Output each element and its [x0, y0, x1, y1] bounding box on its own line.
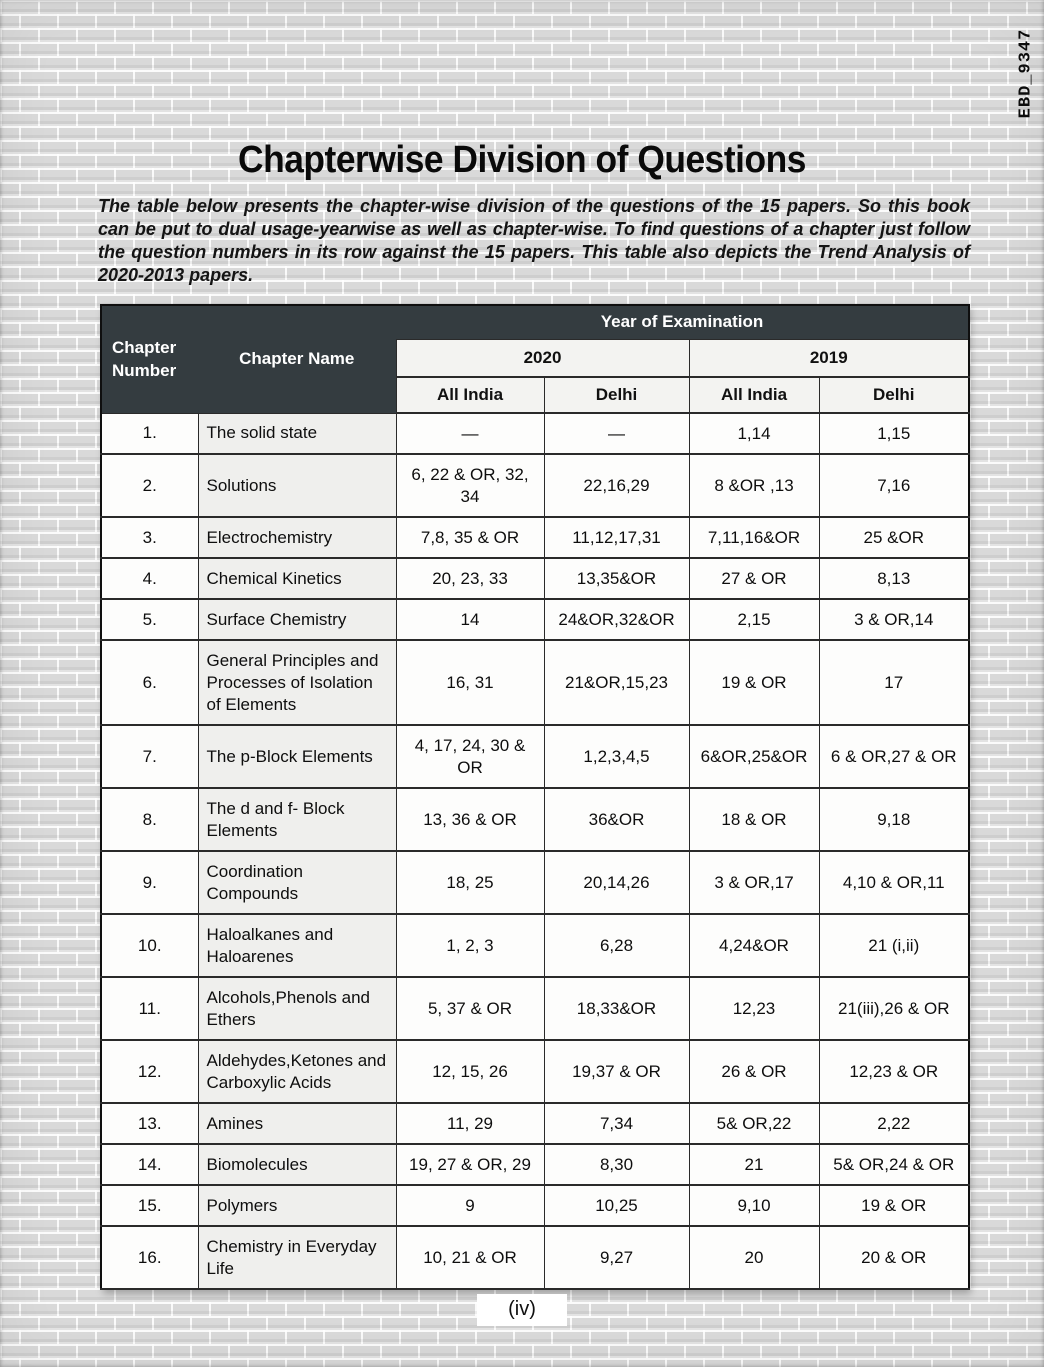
- questions-cell: 20,14,26: [544, 851, 689, 914]
- chapter-name-cell: The d and f- Block Elements: [198, 788, 396, 851]
- questions-cell: 9,27: [544, 1226, 689, 1289]
- questions-cell: 14: [396, 599, 544, 640]
- chapter-number-cell: 16.: [101, 1226, 198, 1289]
- questions-cell: 27 & OR: [689, 558, 819, 599]
- questions-cell: 6,28: [544, 914, 689, 977]
- questions-cell: 6&OR,25&OR: [689, 725, 819, 788]
- header-all-india-2019: All India: [689, 377, 819, 413]
- header-chapter-name: Chapter Name: [198, 305, 396, 413]
- table-row: [101, 788, 969, 851]
- chapterwise-question-table: [100, 304, 970, 1290]
- header-delhi-2020: Delhi: [544, 377, 689, 413]
- questions-cell: 7,16: [819, 454, 969, 517]
- chapter-number-cell: 8.: [101, 788, 198, 851]
- header-all-india-2020: All India: [396, 377, 544, 413]
- questions-cell: 13,35&OR: [544, 558, 689, 599]
- chapter-name-cell: Chemical Kinetics: [198, 558, 396, 599]
- header-year-2019: 2019: [689, 339, 969, 377]
- questions-cell: 4,24&OR: [689, 914, 819, 977]
- chapter-name-cell: Polymers: [198, 1185, 396, 1226]
- questions-cell: 8,13: [819, 558, 969, 599]
- chapter-name-cell: Coordination Compounds: [198, 851, 396, 914]
- questions-cell: 13, 36 & OR: [396, 788, 544, 851]
- questions-cell: 12,23 & OR: [819, 1040, 969, 1103]
- header-chapter-number: Chapter Number: [101, 305, 198, 413]
- chapter-name-cell: Surface Chemistry: [198, 599, 396, 640]
- chapter-number-cell: 13.: [101, 1103, 198, 1144]
- intro-paragraph: The table below presents the chapter-wise division of the questions of the 15 papers. So this book can be put to dual usage-yearwise as well as chapter-wise. To find questions of a chapter just follow the question numbers in its row against the 15 papers. This table also depicts the Trend Analysis of 2020-2013 papers.: [98, 196, 970, 285]
- questions-cell: 12,23: [689, 977, 819, 1040]
- questions-cell: 4,10 & OR,11: [819, 851, 969, 914]
- chapter-number-cell: 9.: [101, 851, 198, 914]
- chapter-name-cell: Biomolecules: [198, 1144, 396, 1185]
- chapter-number-cell: 5.: [101, 599, 198, 640]
- header-delhi-2019: Delhi: [819, 377, 969, 413]
- questions-cell: 21: [689, 1144, 819, 1185]
- chapter-name-cell: The solid state: [198, 413, 396, 454]
- questions-cell: 2,15: [689, 599, 819, 640]
- questions-cell: 11,12,17,31: [544, 517, 689, 558]
- questions-cell: 19,37 & OR: [544, 1040, 689, 1103]
- questions-cell: 7,11,16&OR: [689, 517, 819, 558]
- questions-cell: 9: [396, 1185, 544, 1226]
- table-header: [101, 305, 969, 413]
- chapter-number-cell: 6.: [101, 640, 198, 725]
- questions-cell: 1,15: [819, 413, 969, 454]
- questions-cell: 20, 23, 33: [396, 558, 544, 599]
- table-row: [101, 1040, 969, 1103]
- table-row: [101, 413, 969, 454]
- questions-cell: 20 & OR: [819, 1226, 969, 1289]
- chapter-number-cell: 4.: [101, 558, 198, 599]
- questions-cell: 1, 2, 3: [396, 914, 544, 977]
- table-row: [101, 1226, 969, 1289]
- edge-code-label: EBD_9347: [1016, 28, 1036, 119]
- questions-cell: 10,25: [544, 1185, 689, 1226]
- table-row: [101, 977, 969, 1040]
- table-row: [101, 914, 969, 977]
- questions-cell: 20: [689, 1226, 819, 1289]
- chapter-name-cell: Amines: [198, 1103, 396, 1144]
- questions-cell: 1,14: [689, 413, 819, 454]
- table-row: [101, 640, 969, 725]
- header-row-year-of-examination: [101, 305, 969, 339]
- questions-cell: 12, 15, 26: [396, 1040, 544, 1103]
- chapter-number-cell: 14.: [101, 1144, 198, 1185]
- table-row: [101, 599, 969, 640]
- questions-cell: 21(iii),26 & OR: [819, 977, 969, 1040]
- questions-cell: 16, 31: [396, 640, 544, 725]
- questions-cell: 1,2,3,4,5: [544, 725, 689, 788]
- questions-cell: —: [396, 413, 544, 454]
- chapter-name-cell: Solutions: [198, 454, 396, 517]
- questions-cell: 7,34: [544, 1103, 689, 1144]
- table-row: [101, 517, 969, 558]
- chapter-number-cell: 11.: [101, 977, 198, 1040]
- questions-cell: 10, 21 & OR: [396, 1226, 544, 1289]
- questions-cell: 6, 22 & OR, 32, 34: [396, 454, 544, 517]
- page-title: Chapterwise Division of Questions: [238, 139, 806, 181]
- chapter-number-cell: 15.: [101, 1185, 198, 1226]
- chapter-number-cell: 1.: [101, 413, 198, 454]
- chapter-name-cell: Electrochemistry: [198, 517, 396, 558]
- chapter-number-cell: 10.: [101, 914, 198, 977]
- table-row: [101, 851, 969, 914]
- table-row: [101, 558, 969, 599]
- questions-cell: 25 &OR: [819, 517, 969, 558]
- questions-cell: 21 (i,ii): [819, 914, 969, 977]
- table-row: [101, 1185, 969, 1226]
- questions-cell: 17: [819, 640, 969, 725]
- questions-cell: 18 & OR: [689, 788, 819, 851]
- questions-cell: 21&OR,15,23: [544, 640, 689, 725]
- questions-cell: 2,22: [819, 1103, 969, 1144]
- questions-cell: 3 & OR,17: [689, 851, 819, 914]
- questions-cell: 18, 25: [396, 851, 544, 914]
- chapter-name-cell: The p-Block Elements: [198, 725, 396, 788]
- chapterwise-table-wrap: [100, 304, 968, 1290]
- questions-cell: 11, 29: [396, 1103, 544, 1144]
- chapter-name-cell: Alcohols,Phenols and Ethers: [198, 977, 396, 1040]
- chapter-name-cell: Aldehydes,Ketones and Carboxylic Acids: [198, 1040, 396, 1103]
- questions-cell: 6 & OR,27 & OR: [819, 725, 969, 788]
- table-row: [101, 725, 969, 788]
- questions-cell: 19 & OR: [689, 640, 819, 725]
- chapter-number-cell: 3.: [101, 517, 198, 558]
- chapter-name-cell: Haloalkanes and Haloarenes: [198, 914, 396, 977]
- chapter-name-cell: Chemistry in Everyday Life: [198, 1226, 396, 1289]
- table-row: [101, 454, 969, 517]
- header-year-2020: 2020: [396, 339, 689, 377]
- table-row: [101, 1103, 969, 1144]
- questions-cell: 5, 37 & OR: [396, 977, 544, 1040]
- table-row: [101, 1144, 969, 1185]
- questions-cell: 5& OR,24 & OR: [819, 1144, 969, 1185]
- questions-cell: 19 & OR: [819, 1185, 969, 1226]
- questions-cell: 18,33&OR: [544, 977, 689, 1040]
- questions-cell: 26 & OR: [689, 1040, 819, 1103]
- questions-cell: 3 & OR,14: [819, 599, 969, 640]
- header-year-of-examination: Year of Examination: [396, 305, 969, 339]
- chapter-number-cell: 2.: [101, 454, 198, 517]
- questions-cell: 8 &OR ,13: [689, 454, 819, 517]
- questions-cell: 8,30: [544, 1144, 689, 1185]
- questions-cell: 36&OR: [544, 788, 689, 851]
- table-body: [101, 413, 969, 1289]
- questions-cell: 24&OR,32&OR: [544, 599, 689, 640]
- questions-cell: 7,8, 35 & OR: [396, 517, 544, 558]
- questions-cell: 19, 27 & OR, 29: [396, 1144, 544, 1185]
- chapter-name-cell: General Principles and Processes of Isolation of Elements: [198, 640, 396, 725]
- questions-cell: 4, 17, 24, 30 & OR: [396, 725, 544, 788]
- questions-cell: 22,16,29: [544, 454, 689, 517]
- questions-cell: 5& OR,22: [689, 1103, 819, 1144]
- chapter-number-cell: 7.: [101, 725, 198, 788]
- questions-cell: 9,18: [819, 788, 969, 851]
- chapter-number-cell: 12.: [101, 1040, 198, 1103]
- questions-cell: —: [544, 413, 689, 454]
- page-number: (iv): [477, 1294, 567, 1326]
- questions-cell: 9,10: [689, 1185, 819, 1226]
